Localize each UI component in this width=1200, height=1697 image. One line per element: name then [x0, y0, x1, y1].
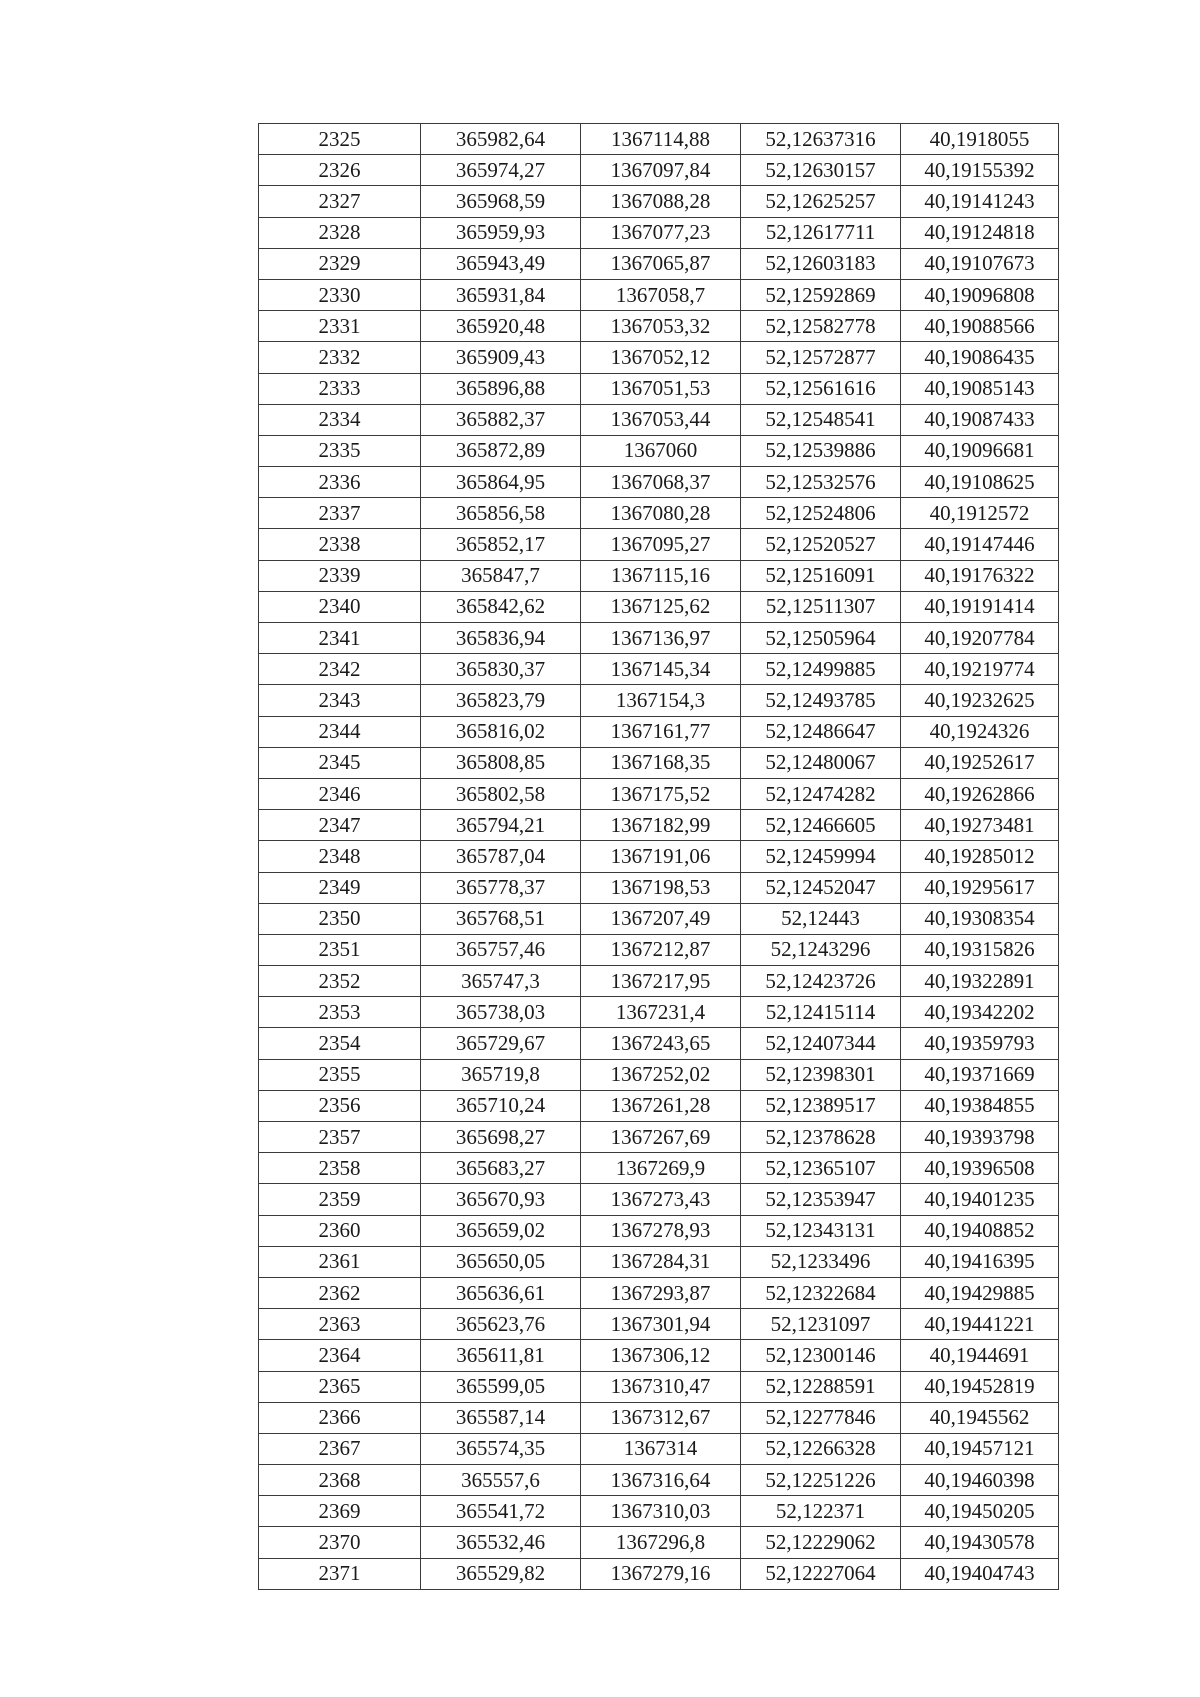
longitude-cell: 40,19401235	[901, 1184, 1059, 1215]
point-number-cell: 2354	[259, 1028, 421, 1059]
table-row	[259, 1246, 1059, 1277]
y-coordinate-cell: 1367136,97	[581, 623, 741, 654]
point-number-cell: 2334	[259, 404, 421, 435]
latitude-cell: 52,12300146	[741, 1340, 901, 1371]
latitude-cell: 52,12630157	[741, 155, 901, 186]
table-row	[259, 685, 1059, 716]
table-row	[259, 1153, 1059, 1184]
x-coordinate-cell: 365599,05	[421, 1371, 581, 1402]
y-coordinate-cell: 1367191,06	[581, 841, 741, 872]
x-coordinate-cell: 365864,95	[421, 467, 581, 498]
point-number-cell: 2342	[259, 654, 421, 685]
x-coordinate-cell: 365794,21	[421, 810, 581, 841]
table-row	[259, 529, 1059, 560]
table-row	[259, 404, 1059, 435]
latitude-cell: 52,12561616	[741, 373, 901, 404]
table-row	[259, 435, 1059, 466]
point-number-cell: 2371	[259, 1558, 421, 1589]
x-coordinate-cell: 365787,04	[421, 841, 581, 872]
table-row	[259, 1184, 1059, 1215]
y-coordinate-cell: 1367053,32	[581, 311, 741, 342]
table-row	[259, 872, 1059, 903]
longitude-cell: 40,19107673	[901, 248, 1059, 279]
point-number-cell: 2328	[259, 217, 421, 248]
longitude-cell: 40,19396508	[901, 1153, 1059, 1184]
longitude-cell: 40,19087433	[901, 404, 1059, 435]
point-number-cell: 2359	[259, 1184, 421, 1215]
latitude-cell: 52,12227064	[741, 1558, 901, 1589]
y-coordinate-cell: 1367314	[581, 1433, 741, 1464]
y-coordinate-cell: 1367175,52	[581, 778, 741, 809]
point-number-cell: 2350	[259, 903, 421, 934]
point-number-cell: 2360	[259, 1215, 421, 1246]
x-coordinate-cell: 365920,48	[421, 311, 581, 342]
y-coordinate-cell: 1367115,16	[581, 560, 741, 591]
point-number-cell: 2369	[259, 1496, 421, 1527]
point-number-cell: 2329	[259, 248, 421, 279]
table-row	[259, 591, 1059, 622]
longitude-cell: 40,19147446	[901, 529, 1059, 560]
x-coordinate-cell: 365670,93	[421, 1184, 581, 1215]
latitude-cell: 52,12511307	[741, 591, 901, 622]
longitude-cell: 40,19191414	[901, 591, 1059, 622]
x-coordinate-cell: 365623,76	[421, 1309, 581, 1340]
table-row	[259, 654, 1059, 685]
y-coordinate-cell: 1367284,31	[581, 1246, 741, 1277]
y-coordinate-cell: 1367154,3	[581, 685, 741, 716]
longitude-cell: 40,19096681	[901, 435, 1059, 466]
y-coordinate-cell: 1367252,02	[581, 1059, 741, 1090]
longitude-cell: 40,19124818	[901, 217, 1059, 248]
table-row	[259, 279, 1059, 310]
longitude-cell: 40,19359793	[901, 1028, 1059, 1059]
y-coordinate-cell: 1367125,62	[581, 591, 741, 622]
point-number-cell: 2332	[259, 342, 421, 373]
table-row	[259, 1340, 1059, 1371]
table-row	[259, 1558, 1059, 1589]
point-number-cell: 2367	[259, 1433, 421, 1464]
y-coordinate-cell: 1367182,99	[581, 810, 741, 841]
latitude-cell: 52,12466605	[741, 810, 901, 841]
point-number-cell: 2338	[259, 529, 421, 560]
y-coordinate-cell: 1367212,87	[581, 934, 741, 965]
coordinates-table-body	[259, 124, 1059, 1590]
latitude-cell: 52,12378628	[741, 1122, 901, 1153]
longitude-cell: 40,19108625	[901, 467, 1059, 498]
table-row	[259, 1215, 1059, 1246]
table-row	[259, 778, 1059, 809]
y-coordinate-cell: 1367312,67	[581, 1402, 741, 1433]
latitude-cell: 52,12266328	[741, 1433, 901, 1464]
x-coordinate-cell: 365729,67	[421, 1028, 581, 1059]
longitude-cell: 40,19441221	[901, 1309, 1059, 1340]
longitude-cell: 40,19452819	[901, 1371, 1059, 1402]
x-coordinate-cell: 365959,93	[421, 217, 581, 248]
longitude-cell: 40,19457121	[901, 1433, 1059, 1464]
latitude-cell: 52,12343131	[741, 1215, 901, 1246]
y-coordinate-cell: 1367293,87	[581, 1277, 741, 1308]
table-row	[259, 1309, 1059, 1340]
x-coordinate-cell: 365842,62	[421, 591, 581, 622]
y-coordinate-cell: 1367058,7	[581, 279, 741, 310]
x-coordinate-cell: 365574,35	[421, 1433, 581, 1464]
point-number-cell: 2326	[259, 155, 421, 186]
latitude-cell: 52,12520527	[741, 529, 901, 560]
x-coordinate-cell: 365532,46	[421, 1527, 581, 1558]
latitude-cell: 52,12288591	[741, 1371, 901, 1402]
table-row	[259, 1433, 1059, 1464]
table-row	[259, 560, 1059, 591]
latitude-cell: 52,12452047	[741, 872, 901, 903]
longitude-cell: 40,1945562	[901, 1402, 1059, 1433]
table-row	[259, 1371, 1059, 1402]
y-coordinate-cell: 1367316,64	[581, 1465, 741, 1496]
x-coordinate-cell: 365872,89	[421, 435, 581, 466]
x-coordinate-cell: 365683,27	[421, 1153, 581, 1184]
x-coordinate-cell: 365830,37	[421, 654, 581, 685]
latitude-cell: 52,12505964	[741, 623, 901, 654]
table-row	[259, 623, 1059, 654]
longitude-cell: 40,19429885	[901, 1277, 1059, 1308]
table-row	[259, 1122, 1059, 1153]
longitude-cell: 40,19252617	[901, 747, 1059, 778]
latitude-cell: 52,1243296	[741, 934, 901, 965]
table-row	[259, 467, 1059, 498]
point-number-cell: 2344	[259, 716, 421, 747]
y-coordinate-cell: 1367273,43	[581, 1184, 741, 1215]
x-coordinate-cell: 365611,81	[421, 1340, 581, 1371]
latitude-cell: 52,12499885	[741, 654, 901, 685]
point-number-cell: 2351	[259, 934, 421, 965]
longitude-cell: 40,19273481	[901, 810, 1059, 841]
table-row	[259, 217, 1059, 248]
x-coordinate-cell: 365823,79	[421, 685, 581, 716]
point-number-cell: 2345	[259, 747, 421, 778]
table-row	[259, 1465, 1059, 1496]
table-row	[259, 311, 1059, 342]
y-coordinate-cell: 1367114,88	[581, 124, 741, 155]
y-coordinate-cell: 1367051,53	[581, 373, 741, 404]
latitude-cell: 52,12353947	[741, 1184, 901, 1215]
longitude-cell: 40,1918055	[901, 124, 1059, 155]
x-coordinate-cell: 365882,37	[421, 404, 581, 435]
x-coordinate-cell: 365710,24	[421, 1090, 581, 1121]
point-number-cell: 2352	[259, 966, 421, 997]
longitude-cell: 40,1924326	[901, 716, 1059, 747]
point-number-cell: 2327	[259, 186, 421, 217]
longitude-cell: 40,19308354	[901, 903, 1059, 934]
point-number-cell: 2363	[259, 1309, 421, 1340]
table-row	[259, 934, 1059, 965]
latitude-cell: 52,12592869	[741, 279, 901, 310]
table-row	[259, 716, 1059, 747]
table-row	[259, 1496, 1059, 1527]
table-row	[259, 903, 1059, 934]
latitude-cell: 52,12524806	[741, 498, 901, 529]
point-number-cell: 2343	[259, 685, 421, 716]
x-coordinate-cell: 365802,58	[421, 778, 581, 809]
point-number-cell: 2366	[259, 1402, 421, 1433]
point-number-cell: 2325	[259, 124, 421, 155]
latitude-cell: 52,12365107	[741, 1153, 901, 1184]
x-coordinate-cell: 365816,02	[421, 716, 581, 747]
x-coordinate-cell: 365852,17	[421, 529, 581, 560]
y-coordinate-cell: 1367296,8	[581, 1527, 741, 1558]
longitude-cell: 40,19408852	[901, 1215, 1059, 1246]
longitude-cell: 40,19155392	[901, 155, 1059, 186]
y-coordinate-cell: 1367077,23	[581, 217, 741, 248]
x-coordinate-cell: 365909,43	[421, 342, 581, 373]
x-coordinate-cell: 365650,05	[421, 1246, 581, 1277]
point-number-cell: 2341	[259, 623, 421, 654]
point-number-cell: 2358	[259, 1153, 421, 1184]
longitude-cell: 40,19384855	[901, 1090, 1059, 1121]
latitude-cell: 52,12572877	[741, 342, 901, 373]
x-coordinate-cell: 365541,72	[421, 1496, 581, 1527]
x-coordinate-cell: 365778,37	[421, 872, 581, 903]
latitude-cell: 52,12398301	[741, 1059, 901, 1090]
latitude-cell: 52,12548541	[741, 404, 901, 435]
latitude-cell: 52,12637316	[741, 124, 901, 155]
longitude-cell: 40,19416395	[901, 1246, 1059, 1277]
x-coordinate-cell: 365757,46	[421, 934, 581, 965]
x-coordinate-cell: 365974,27	[421, 155, 581, 186]
table-row	[259, 1527, 1059, 1558]
y-coordinate-cell: 1367261,28	[581, 1090, 741, 1121]
y-coordinate-cell: 1367088,28	[581, 186, 741, 217]
point-number-cell: 2330	[259, 279, 421, 310]
y-coordinate-cell: 1367168,35	[581, 747, 741, 778]
point-number-cell: 2353	[259, 997, 421, 1028]
point-number-cell: 2339	[259, 560, 421, 591]
y-coordinate-cell: 1367217,95	[581, 966, 741, 997]
longitude-cell: 40,19393798	[901, 1122, 1059, 1153]
latitude-cell: 52,12443	[741, 903, 901, 934]
latitude-cell: 52,12539886	[741, 435, 901, 466]
point-number-cell: 2349	[259, 872, 421, 903]
y-coordinate-cell: 1367145,34	[581, 654, 741, 685]
x-coordinate-cell: 365856,58	[421, 498, 581, 529]
x-coordinate-cell: 365896,88	[421, 373, 581, 404]
y-coordinate-cell: 1367097,84	[581, 155, 741, 186]
table-row	[259, 966, 1059, 997]
latitude-cell: 52,12322684	[741, 1277, 901, 1308]
point-number-cell: 2370	[259, 1527, 421, 1558]
table-row	[259, 498, 1059, 529]
x-coordinate-cell: 365636,61	[421, 1277, 581, 1308]
y-coordinate-cell: 1367306,12	[581, 1340, 741, 1371]
y-coordinate-cell: 1367068,37	[581, 467, 741, 498]
x-coordinate-cell: 365847,7	[421, 560, 581, 591]
x-coordinate-cell: 365659,02	[421, 1215, 581, 1246]
x-coordinate-cell: 365698,27	[421, 1122, 581, 1153]
longitude-cell: 40,19322891	[901, 966, 1059, 997]
y-coordinate-cell: 1367279,16	[581, 1558, 741, 1589]
longitude-cell: 40,1944691	[901, 1340, 1059, 1371]
longitude-cell: 40,19207784	[901, 623, 1059, 654]
x-coordinate-cell: 365587,14	[421, 1402, 581, 1433]
x-coordinate-cell: 365836,94	[421, 623, 581, 654]
longitude-cell: 40,19262866	[901, 778, 1059, 809]
x-coordinate-cell: 365968,59	[421, 186, 581, 217]
y-coordinate-cell: 1367243,65	[581, 1028, 741, 1059]
longitude-cell: 40,19450205	[901, 1496, 1059, 1527]
point-number-cell: 2335	[259, 435, 421, 466]
longitude-cell: 40,19086435	[901, 342, 1059, 373]
longitude-cell: 40,19088566	[901, 311, 1059, 342]
table-row	[259, 155, 1059, 186]
x-coordinate-cell: 365529,82	[421, 1558, 581, 1589]
table-row	[259, 373, 1059, 404]
y-coordinate-cell: 1367269,9	[581, 1153, 741, 1184]
table-row	[259, 1277, 1059, 1308]
latitude-cell: 52,12459994	[741, 841, 901, 872]
latitude-cell: 52,1231097	[741, 1309, 901, 1340]
latitude-cell: 52,122371	[741, 1496, 901, 1527]
table-row	[259, 810, 1059, 841]
x-coordinate-cell: 365808,85	[421, 747, 581, 778]
point-number-cell: 2333	[259, 373, 421, 404]
point-number-cell: 2362	[259, 1277, 421, 1308]
y-coordinate-cell: 1367267,69	[581, 1122, 741, 1153]
longitude-cell: 40,19141243	[901, 186, 1059, 217]
latitude-cell: 52,12407344	[741, 1028, 901, 1059]
point-number-cell: 2336	[259, 467, 421, 498]
latitude-cell: 52,12480067	[741, 747, 901, 778]
latitude-cell: 52,12516091	[741, 560, 901, 591]
point-number-cell: 2368	[259, 1465, 421, 1496]
table-row	[259, 841, 1059, 872]
longitude-cell: 40,19315826	[901, 934, 1059, 965]
point-number-cell: 2347	[259, 810, 421, 841]
table-row	[259, 997, 1059, 1028]
latitude-cell: 52,12532576	[741, 467, 901, 498]
table-row	[259, 124, 1059, 155]
latitude-cell: 52,12423726	[741, 966, 901, 997]
x-coordinate-cell: 365943,49	[421, 248, 581, 279]
latitude-cell: 52,12617711	[741, 217, 901, 248]
longitude-cell: 40,19285012	[901, 841, 1059, 872]
latitude-cell: 52,12625257	[741, 186, 901, 217]
longitude-cell: 40,19219774	[901, 654, 1059, 685]
latitude-cell: 52,12486647	[741, 716, 901, 747]
longitude-cell: 40,19176322	[901, 560, 1059, 591]
point-number-cell: 2364	[259, 1340, 421, 1371]
point-number-cell: 2348	[259, 841, 421, 872]
y-coordinate-cell: 1367198,53	[581, 872, 741, 903]
x-coordinate-cell: 365982,64	[421, 124, 581, 155]
point-number-cell: 2357	[259, 1122, 421, 1153]
y-coordinate-cell: 1367065,87	[581, 248, 741, 279]
x-coordinate-cell: 365738,03	[421, 997, 581, 1028]
y-coordinate-cell: 1367161,77	[581, 716, 741, 747]
y-coordinate-cell: 1367278,93	[581, 1215, 741, 1246]
longitude-cell: 40,19295617	[901, 872, 1059, 903]
table-row	[259, 248, 1059, 279]
y-coordinate-cell: 1367231,4	[581, 997, 741, 1028]
longitude-cell: 40,19430578	[901, 1527, 1059, 1558]
longitude-cell: 40,19460398	[901, 1465, 1059, 1496]
latitude-cell: 52,1233496	[741, 1246, 901, 1277]
latitude-cell: 52,12389517	[741, 1090, 901, 1121]
latitude-cell: 52,12229062	[741, 1527, 901, 1558]
latitude-cell: 52,12493785	[741, 685, 901, 716]
y-coordinate-cell: 1367095,27	[581, 529, 741, 560]
table-row	[259, 1090, 1059, 1121]
point-number-cell: 2356	[259, 1090, 421, 1121]
table-row	[259, 1059, 1059, 1090]
y-coordinate-cell: 1367060	[581, 435, 741, 466]
point-number-cell: 2361	[259, 1246, 421, 1277]
x-coordinate-cell: 365931,84	[421, 279, 581, 310]
latitude-cell: 52,12277846	[741, 1402, 901, 1433]
longitude-cell: 40,19342202	[901, 997, 1059, 1028]
y-coordinate-cell: 1367310,47	[581, 1371, 741, 1402]
latitude-cell: 52,12474282	[741, 778, 901, 809]
point-number-cell: 2340	[259, 591, 421, 622]
longitude-cell: 40,19096808	[901, 279, 1059, 310]
latitude-cell: 52,12582778	[741, 311, 901, 342]
table-row	[259, 186, 1059, 217]
point-number-cell: 2337	[259, 498, 421, 529]
point-number-cell: 2346	[259, 778, 421, 809]
x-coordinate-cell: 365557,6	[421, 1465, 581, 1496]
longitude-cell: 40,19232625	[901, 685, 1059, 716]
latitude-cell: 52,12251226	[741, 1465, 901, 1496]
y-coordinate-cell: 1367207,49	[581, 903, 741, 934]
x-coordinate-cell: 365747,3	[421, 966, 581, 997]
x-coordinate-cell: 365719,8	[421, 1059, 581, 1090]
table-row	[259, 747, 1059, 778]
y-coordinate-cell: 1367310,03	[581, 1496, 741, 1527]
longitude-cell: 40,19404743	[901, 1558, 1059, 1589]
latitude-cell: 52,12415114	[741, 997, 901, 1028]
point-number-cell: 2365	[259, 1371, 421, 1402]
x-coordinate-cell: 365768,51	[421, 903, 581, 934]
coordinates-table	[258, 123, 1059, 1590]
y-coordinate-cell: 1367052,12	[581, 342, 741, 373]
point-number-cell: 2331	[259, 311, 421, 342]
table-row	[259, 1402, 1059, 1433]
longitude-cell: 40,19371669	[901, 1059, 1059, 1090]
latitude-cell: 52,12603183	[741, 248, 901, 279]
longitude-cell: 40,19085143	[901, 373, 1059, 404]
point-number-cell: 2355	[259, 1059, 421, 1090]
table-row	[259, 342, 1059, 373]
y-coordinate-cell: 1367053,44	[581, 404, 741, 435]
table-row	[259, 1028, 1059, 1059]
longitude-cell: 40,1912572	[901, 498, 1059, 529]
y-coordinate-cell: 1367301,94	[581, 1309, 741, 1340]
y-coordinate-cell: 1367080,28	[581, 498, 741, 529]
